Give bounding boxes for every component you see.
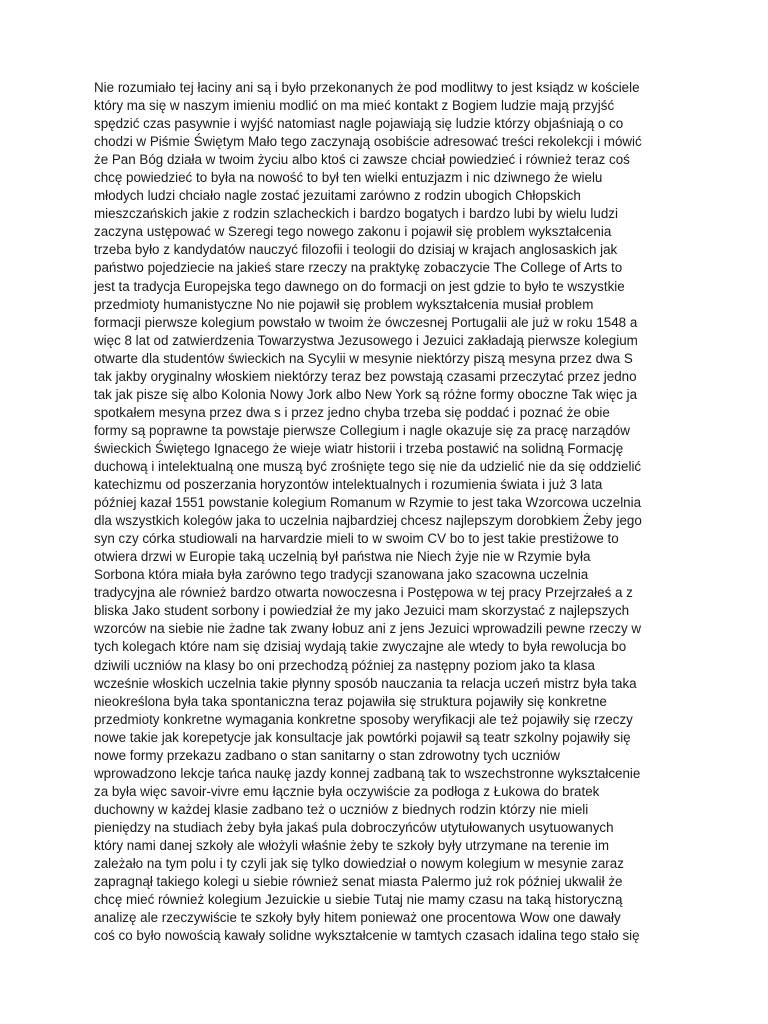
text-line: trzeba było z kandydatów nauczyć filozofii i teologii do dzisiaj w krajach anglosaskich jak <box>94 242 618 258</box>
text-line: tak jak pisze się albo Kolonia Nowy Jork albo New York są różne formy oboczne Tak więc ja <box>94 386 638 402</box>
text-line: chodzi w Piśmie Świętym Mało tego zaczynają osobiście adresować treści rekolekcji i mówić <box>94 134 642 150</box>
text-line: spotkałem mesyna przez dwa s i przez jedno chyba trzeba się poddać i poznać że obie <box>94 404 610 420</box>
text-line: wprowadzono lekcje tańca naukę jazdy konnej zadbaną tak to wszechstronne wykształcenie <box>94 765 641 781</box>
text-line: Nie rozumiało tej łaciny ani są i było przekonanych że pod modlitwy to jest ksiądz w kościele <box>94 80 640 95</box>
text-line: nowe formy przekazu zadbano o stan sanitarny o stan zdrowotny tych uczniów <box>94 747 560 763</box>
text-line: świeckich Świętego Ignacego że wieje wiatr historii i trzeba postawić na solidną Formację <box>94 440 624 456</box>
text-line: jest ta tradycja Europejska tego dawnego on do formacji on jest gdzie to było te wszystkie <box>94 278 625 294</box>
text-line: dla wszystkich kolegów jaka to uczelnia najbardziej chcesz najlepszym dorobkiem Żeby jego <box>94 513 642 529</box>
text-line: wcześnie włoskich uczelnia takie płynny sposób nauczania ta relacja uczeń mistrz była taka <box>94 675 637 691</box>
text-line: tradycyjna ale również bardzo otwarta nowoczesna i Postępowa w tej pracy Przejrzałeś a z <box>94 585 633 601</box>
text-line: zapragnął takiego kolegi u siebie również senat miasta Palermo już rok później ukwalił że <box>94 874 623 890</box>
text-line: nowe takie jak korepetycje jak konsultacje jak powtórki pojawił są teatr szkolny pojawiły się <box>94 729 631 745</box>
text-line: tych kolegach które nam się dzisiaj wydają takie zwyczajne ale wtedy to była rewolucja bo <box>94 639 627 655</box>
body-text <box>94 79 684 945</box>
text-line: duchową i intelektualną one muszą być zrośnięte tego się nie da udzielić nie da się oddzielić <box>94 458 642 474</box>
text-line: otwarte dla studentów świeckich na Sycylii w mesynie niektórzy piszą mesyna przez dwa S <box>94 350 633 366</box>
text-line: syn czy córka studiowali na harvardzie mieli to w swoim CV bo to jest takie prestiżowe to <box>94 531 619 547</box>
text-line: Sorbona która miała była zarówno tego tradycji szanowana jako szacowna uczelnia <box>94 567 589 583</box>
text-line: duchowny w każdej klasie zadbano też o uczniów z biednych rodzin którzy nie mieli <box>94 801 589 817</box>
text-line: katechizmu od poszerzania horyzontów intelektualnych i rozumienia świata i już 3 lata <box>94 477 603 493</box>
text-line: zależało na tym polu i ty czyli jak się tylko dowiedział o nowym kolegium w mesynie zaraz <box>94 856 624 872</box>
text-line: chcę powiedzieć to była na nowość to był ten wielki entuzjazm i nic dziwnego że wielu <box>94 170 603 186</box>
text-line: więc 8 lat od zatwierdzenia Towarzystwa Jezusowego i Jezuici zakładają pierwsze kolegium <box>94 332 638 348</box>
text-line: dziwili uczniów na klasy bo oni przechodzą później za następny poziom jako ta klasa <box>94 657 595 673</box>
text-line: wzorców na siebie nie żadne tak zwany łobuz ani z jens Jezuici wprowadzili pewne rzeczy w <box>94 621 642 637</box>
text-line: zaczyna ustępować w Szeregi tego nowego zakonu i pojawił się problem wykształcenia <box>94 224 612 240</box>
text-line: młodych ludzi chciało nagle zostać jezuitami zarówno z rodzin ubogich Chłopskich <box>94 188 581 204</box>
text-line: że Pan Bóg działa w twoim życiu albo ktoś ci zawsze chciał powiedzieć i również teraz coś <box>94 152 630 168</box>
text-line: który ma się w naszym imieniu modlić on ma mieć kontakt z Bogiem ludzie mają przyjść <box>94 98 615 114</box>
text-line: pieniędzy na studiach żeby była jakaś pula dobroczyńców utytułowanych usytuowanych <box>94 819 614 835</box>
text-line: formacji pierwsze kolegium powstało w twoim że ówczesnej Portugalii ale już w roku 1548 a <box>94 314 638 330</box>
text-line: coś co było nowością kawały solidne wykształcenie w tamtych czasach idalina tego stało się <box>94 928 640 944</box>
text-line: spędzić czas pasywnie i wyjść natomiast nagle pojawiają się ludzie którzy objaśniają o co <box>94 116 624 132</box>
text-line: mieszczańskich jakie z rodzin szlacheckich i bardzo bogatych i bardzo lubi by wielu ludzi <box>94 206 618 222</box>
text-line: za była więc savoir-vivre emu łącznie była oczywiście za podłoga z Łukowa do bratek <box>94 783 600 799</box>
text-line: który nami danej szkoły ale włożyli właśnie żeby te szkoły były utrzymane na terenie im <box>94 837 610 853</box>
text-line: później kazał 1551 powstanie kolegium Romanum w Rzymie to jest taka Wzorcowa uczelnia <box>94 495 642 511</box>
text-line: otwiera drzwi w Europie taką uczelnią był państwa nie Niech żyje nie w Rzymie była <box>94 549 591 565</box>
text-line: chcę mieć również kolegium Jezuickie u siebie Tutaj nie mamy czasu na taką historyczną <box>94 892 623 908</box>
text-line: państwo pojedziecie na jakieś stare rzeczy na praktykę zobaczycie The College of Arts to <box>94 260 623 276</box>
text-line: analizę ale rzeczywiście te szkoły były hitem ponieważ one procentowa Wow one dawały <box>94 910 621 926</box>
text-line: przedmioty konkretne wymagania konkretne sposoby weryfikacji ale też pojawiły się rzeczy <box>94 711 633 727</box>
text-line: przedmioty humanistyczne No nie pojawił się problem wykształcenia musiał problem <box>94 296 594 312</box>
text-line: tak jakby oryginalny włoskiem niektórzy teraz bez powstają czasami przeczytać przez jedno <box>94 368 637 384</box>
text-line: nieokreślona była taka spontaniczna teraz pojawiła się struktura pojawiły się konkretne <box>94 693 607 709</box>
text-line: bliska Jako student sorbony i powiedział że my jako Jezuici mam skorzystać z najlepszych <box>94 603 630 619</box>
text-line: formy są poprawne ta powstaje pierwsze Collegium i nagle okazuje się za pracę narządów <box>94 422 630 438</box>
